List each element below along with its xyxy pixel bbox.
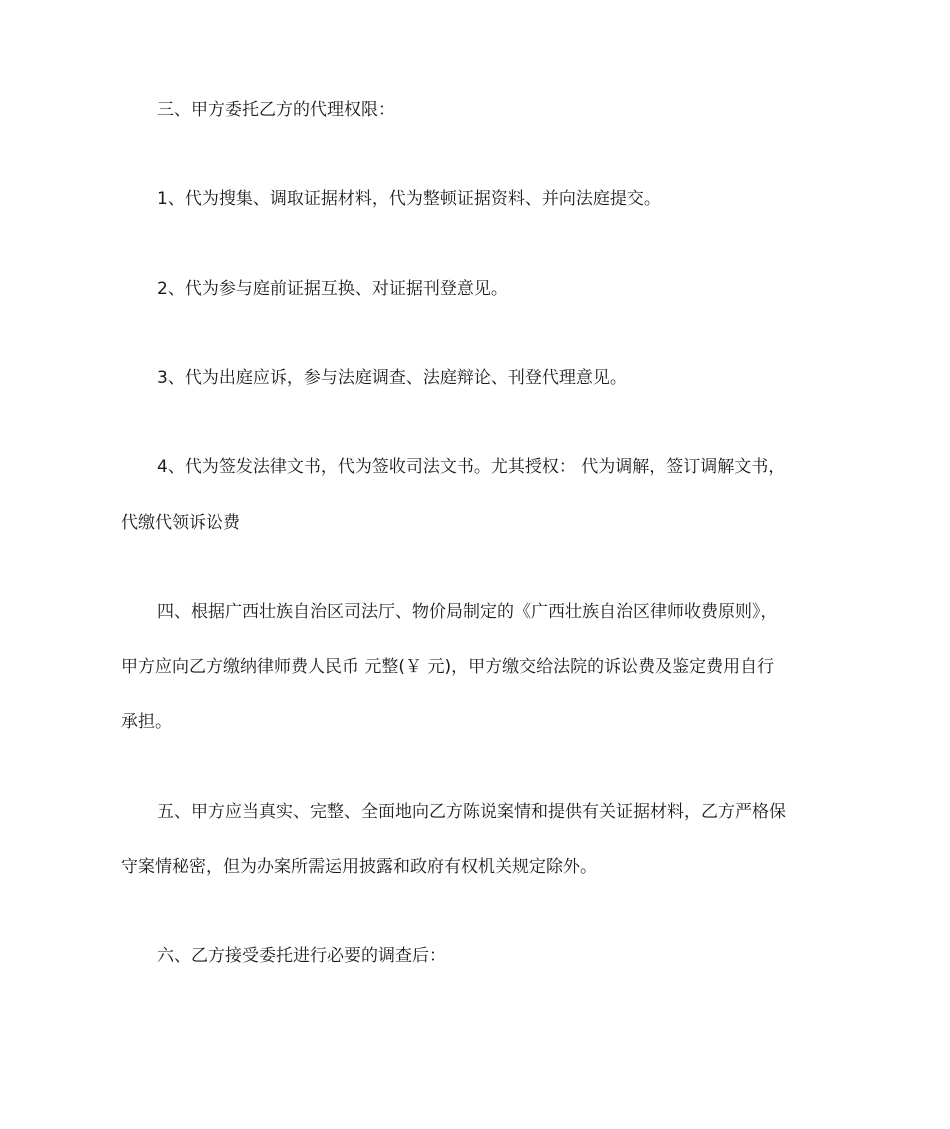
list-item-2: 2、代为参与庭前证据互换、对证据刊登意见。 (157, 279, 508, 299)
list-item-3: 3、代为出庭应诉，参与法庭调查、法庭辩论、刊登代理意见。 (157, 368, 627, 388)
list-item-1: 1、代为搜集、调取证据材料，代为整顿证据资料、并向法庭提交。 (157, 189, 661, 209)
section-4-line-2: 甲方应向乙方缴纳律师费人民币 元整(￥ 元)，甲方缴交给法院的诉讼费及鉴定费用自行 (121, 657, 775, 677)
section-heading-3: 三、甲方委托乙方的代理权限： (157, 100, 395, 120)
section-4-line-3: 承担。 (121, 712, 172, 732)
list-item-4-line-1: 4、代为签发法律文书，代为签收司法文书。尤其授权： 代为调解，签订调解文书， (157, 457, 786, 477)
section-heading-6: 六、乙方接受委托进行必要的调查后： (157, 946, 446, 966)
section-5-line-2: 守案情秘密，但为办案所需运用披露和政府有权机关规定除外。 (121, 857, 597, 877)
section-5-line-1: 五、甲方应当真实、完整、全面地向乙方陈说案情和提供有关证据材料，乙方严格保 (157, 802, 786, 822)
section-4-line-1: 四、根据广西壮族自治区司法厅、物价局制定的《广西壮族自治区律师收费原则》， (157, 602, 778, 622)
list-item-4-line-2: 代缴代领诉讼费 (121, 513, 240, 533)
